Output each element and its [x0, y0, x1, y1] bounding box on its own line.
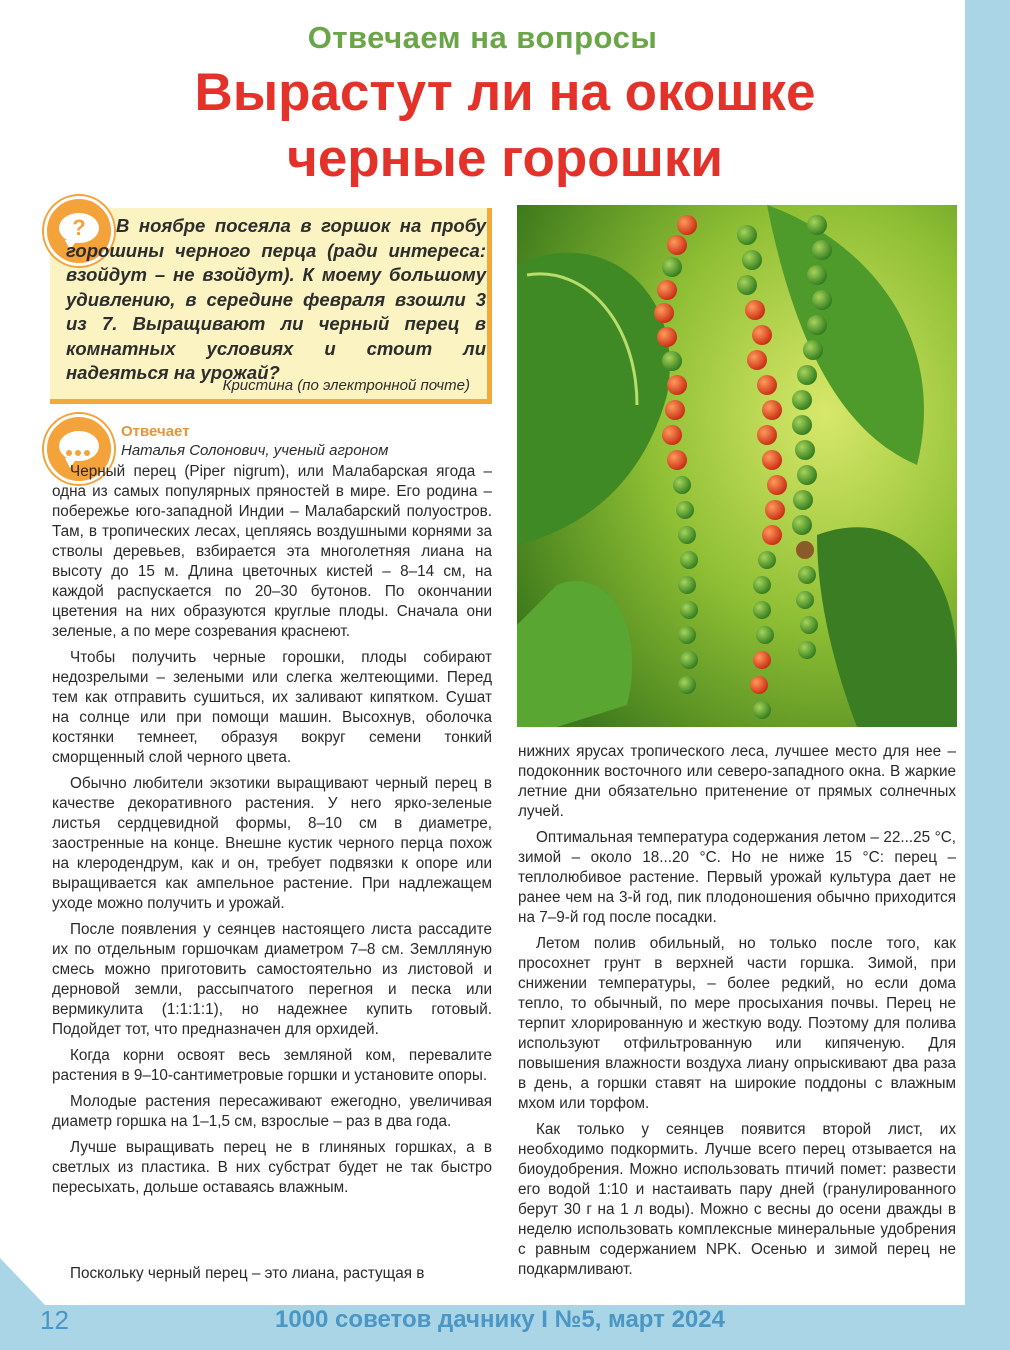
- magazine-issue: 1000 советов дачнику I №5, март 2024: [275, 1306, 725, 1333]
- paragraph: Черный перец (Piper nigrum), или Малабарская ягода – одна из самых популярных пряностей в мире. Его родина – побережье юго-западной Индии – Малабарский полуостров. Там, в тропических лесах, цепляясь воздушными корнями за стволы деревьев, взбирается эта многолетняя лиана на высоту до 15 м. Длина цветочных кистей – 8–14 см, на каждой распускается по 20–30 бутонов. По окончании цветения на них образуются круглые плоды. Сначала они зеленые, а по мере созревания краснеют.: [52, 463, 492, 640]
- expert-name: Наталья Солонович, ученый агроном: [121, 442, 389, 459]
- paragraph: нижних ярусах тропического леса, лучшее место для нее – подоконник восточного или северо-западного окна. В жаркие летние дни обязательно притенение от прямых солнечных лучей.: [518, 743, 956, 820]
- section-kicker: Отвечаем на вопросы: [307, 20, 658, 55]
- paragraph: Чтобы получить черные горошки, плоды собирают недозрелыми – зелеными или слегка желтеющими. Перед тем как отправить сушиться, их заливают кипятком. Сушат на солнце или при помощи машин. Высохнув, оболочка костянки темнеет, образуя вокруг семени тонкий сморщенный слой черного цвета.: [52, 649, 492, 766]
- paragraph: Когда корни освоят весь земляной ком, перевалите растения в 9–10-сантиметровые горшки и установите опоры.: [52, 1047, 492, 1084]
- question-signature: Кристина (по электронной почте): [222, 377, 470, 394]
- paragraph: Как только у сеянцев появится второй лист, их необходимо подкормить. Лучше всего перец отзывается на биоудобрения. Можно использовать птичий помет: развести его водой 1:10 и настаивать пару дней (гранулированного берут 30 г на 1 л воды). Можно с весны до осени дважды в неделю использовать комплексные минеральные удобрения с равным содержанием NPK. Осенью и зимой перец не подкармливают.: [518, 1121, 956, 1278]
- paragraph: После появления у сеянцев настоящего листа рассадите их по отдельным горшочкам диаметром 7–8 см. Землляную смесь можно приготовить самостоятельно из листовой и дерновой земли, рассыпчатого перегноя и песка или вермикулита (1:1:1:1), но надежнее купить готовый. Подойдет тот, что предназначен для орхидей.: [52, 921, 492, 1038]
- article-column-left-last: [52, 1264, 492, 1290]
- paragraph: Оптимальная температура содержания летом – 22...25 °C, зимой – около 18...20 °C. Но не ниже 15 °C: перец – теплолюбивое растение. Первый урожай культура дает не ранее чем на 3-й год, пик плодоношения обычно приходится на 7–9-й год после посадки.: [518, 829, 956, 926]
- pepper-photo: [517, 205, 957, 727]
- question-bubble-icon: ?: [44, 196, 114, 266]
- pepper-vine-illustration: [517, 205, 957, 727]
- paragraph: Летом полив обильный, но только после того, как просохнет грунт в верхней части горшка. Зимой, при снижении температуры, – более редкий, но если дома тепло, то обычный, по мере просыхания почвы. Перец не терпит хлорированную и жесткую воду. Поэтому для полива используют отфильтрованную или кипяченую. Для повышения влажности воздуха лиану опрыскивают два раза в день, а горшки ставят на широкие поддоны с влажным мхом или торфом.: [518, 935, 956, 1112]
- paragraph: Обычно любители экзотики выращивают черный перец в качестве декоративного растения. У него ярко-зеленые листья сердцевидной формы, 8–10 см в диаметре, заостренные на конце. Внешне кустик черного перца похож на клеродендрум, как и он, требует подвязки к опоре или выращивается как ампельное растение. При надлежащем уходе можно получить и урожай.: [52, 775, 492, 912]
- article-title: [0, 60, 1010, 192]
- answer-heading: Отвечает: [121, 423, 190, 440]
- title-line-2: черные горошки: [287, 129, 723, 188]
- reader-question: В ноябре посеяла в горшок на пробу горошины черного перца (ради интереса: взойдут – не взойдут). К моему большому удивлению, в середине февраля взошли 3 из 7. Выращивают ли черный перец в комнатных условиях и стоит ли надеяться на урожай?: [66, 215, 486, 383]
- paragraph: Поскольку черный перец – это лиана, растущая в: [70, 1265, 425, 1282]
- article-column-right: [518, 742, 956, 1286]
- paragraph: Молодые растения пересаживают ежегодно, увеличивая диаметр горшка на 1–1,5 см, взрослые – раз в два года.: [52, 1093, 492, 1130]
- paragraph: Лучше выращивать перец не в глиняных горшках, а в светлых из пластика. В них субстрат будет не так быстро пересыхать, дольше оставаясь влажным.: [52, 1139, 492, 1196]
- article-column-left: [52, 462, 492, 1204]
- page-number: 12: [40, 1305, 69, 1335]
- title-line-1: Вырастут ли на окошке: [194, 63, 816, 122]
